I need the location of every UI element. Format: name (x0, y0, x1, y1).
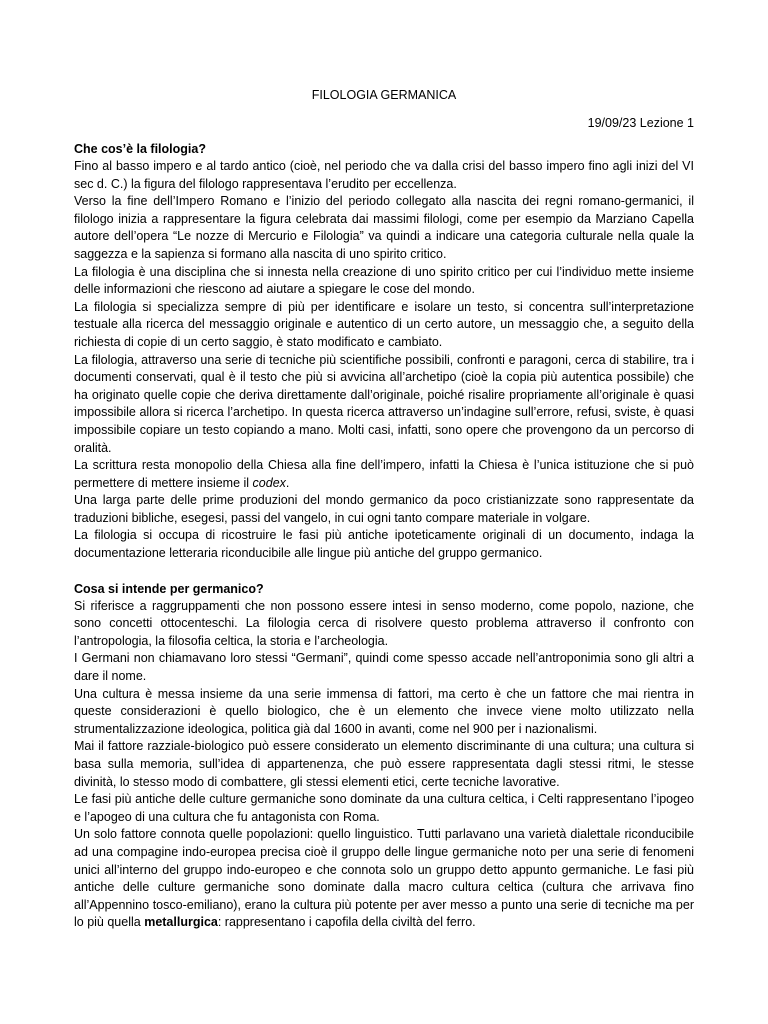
paragraph: Le fasi più antiche delle culture germaniche sono dominate da una cultura celtica, i Celti rappresentano l’ipogeo e l’apogeo di una cultura che fu antagonista con Roma. (74, 792, 694, 824)
paragraph: La filologia si occupa di ricostruire le fasi più antiche ipoteticamente originali di un documento, indaga la documentazione letteraria riconducibile alle lingue più antiche del gruppo germanico. (74, 528, 694, 561)
paragraph: Verso la fine dell’Impero Romano e l’inizio del periodo collegato alla nascita dei regni romano-germanici, il filologo inizia a rappresentare la figura celebrata dai massimi filologi, come per esempio da Marziano Capella autore dell’opera “Le nozze di Mercurio e Filologia” va quindi a indicare una categoria culturale nella quale la saggezza e la sapienza si formano alla nascita di uno spirito critico. (74, 194, 694, 261)
text-run: La scrittura resta monopolio della Chiesa alla fine dell’impero, infatti la Chiesa è l’unica istituzione che si può permettere di mettere insieme il (74, 458, 694, 490)
document-page (74, 86, 694, 932)
paragraph: Mai il fattore razziale-biologico può essere considerato un elemento discriminante di una cultura; una cultura si basa sulla memoria, sull’idea di appartenenza, che può essere rappresentata dagli stessi ritmi, le stesse divinità, lo stesso modo di combattere, gli stessi elementi etici, certe tecniche lavorative. (74, 739, 694, 789)
paragraph-metallurgica (74, 826, 694, 932)
paragraph: Una cultura è messa insieme da una serie immensa di fattori, ma certo è che un fattore che mai rientra in queste considerazioni è quello biologico, che è un elemento che invece viene molto utilizzato nella strumentalizzazione ideologica, politica già dal 1600 in avanti, come nel 900 per i nazionalismi. (74, 686, 694, 736)
paragraph: La filologia è una disciplina che si innesta nella creazione di uno spirito critico per cui l’individuo mette insieme delle informazioni che riescono ad aiutare a spiegare le cose del mondo. (74, 264, 694, 297)
metallurgica-bold: metallurgica (144, 915, 218, 930)
date-line: 19/09/23 Lezione 1 (587, 116, 694, 130)
text-run: . (285, 475, 290, 490)
section-heading-filologia: Che cos’è la filologia? (74, 142, 206, 156)
paragraph: Una larga parte delle prime produzioni del mondo germanico da poco cristianizzate sono rappresentate da traduzioni bibliche, esegesi, passi del vangelo, in cui ogni tanto compare materiale in volgare. (74, 493, 694, 525)
document-title: FILOLOGIA GERMANICA (311, 88, 457, 102)
paragraph: Si riferisce a raggruppamenti che non possono essere intesi in senso moderno, come popolo, nazione, che sono concetti ottocenteschi. La filologia cerca di risolvere questo problema attraverso il confronto con l’antropologia, la filosofia celtica, la storia e l’archeologia. (74, 598, 694, 648)
paragraph-codex (74, 457, 694, 492)
codex-italic: codex (252, 475, 286, 490)
section-spacer (74, 563, 694, 580)
section-heading-germanico: Cosa si intende per germanico? (74, 581, 264, 596)
text-run: : rappresentano i capofila della civiltà del ferro. (217, 915, 476, 930)
paragraph: La filologia, attraverso una serie di tecniche più scientifiche possibili, confronti e paragoni, cerca di stabilire, tra i documenti conservati, qual è il testo che più si avvicina all’archetipo (cioè la copia più autentica possibile) che ha originato quelle copie che deriva direttamente dall’originale, poiché risalire propriamente all’originale è quasi impossibile allora si ricerca l’archetipo. In questa ricerca attraverso un’indagine sull’errore, refusi, sviste, è quasi impossibile copiare un testo copiando a mano. Molti casi, infatti, sono opere che provengono da un percorso di oralità. (74, 352, 694, 455)
paragraph: I Germani non chiamavano loro stessi “Germani”, quindi come spesso accade nell’antroponimia sono gli altri a dare il nome. (74, 651, 694, 684)
text-run: Un solo fattore connota quelle popolazioni: quello linguistico. Tutti parlavano una varietà dialettale riconducibile ad una compagine indo-europea precisa cioè il gruppo delle lingue germaniche noto per una serie di fenomeni unici all’interno del gruppo indo-europeo e che connota solo un gruppo detto appunto germaniche. Le fasi più antiche delle culture germaniche sono dominate dalla macro cultura celtica (cultura che arrivava fino all’Appennino tosco-emiliano), erano la cultura più potente per aver messo a punto una serie di tecniche ma per lo più quella (74, 827, 694, 930)
paragraph: Fino al basso impero e al tardo antico (cioè, nel periodo che va dalla crisi del basso impero fino agli inizi del VI sec d. C.) la figura del filologo rappresentava l’erudito per eccellenza. (74, 159, 694, 191)
paragraph: La filologia si specializza sempre di più per identificare e isolare un testo, si concentra sull’interpretazione testuale alla ricerca del messaggio originale e autentico di un certo autore, un messaggio che, a seguito della richiesta di copie di un certo saggio, è stato modificato e cambiato. (74, 299, 694, 349)
